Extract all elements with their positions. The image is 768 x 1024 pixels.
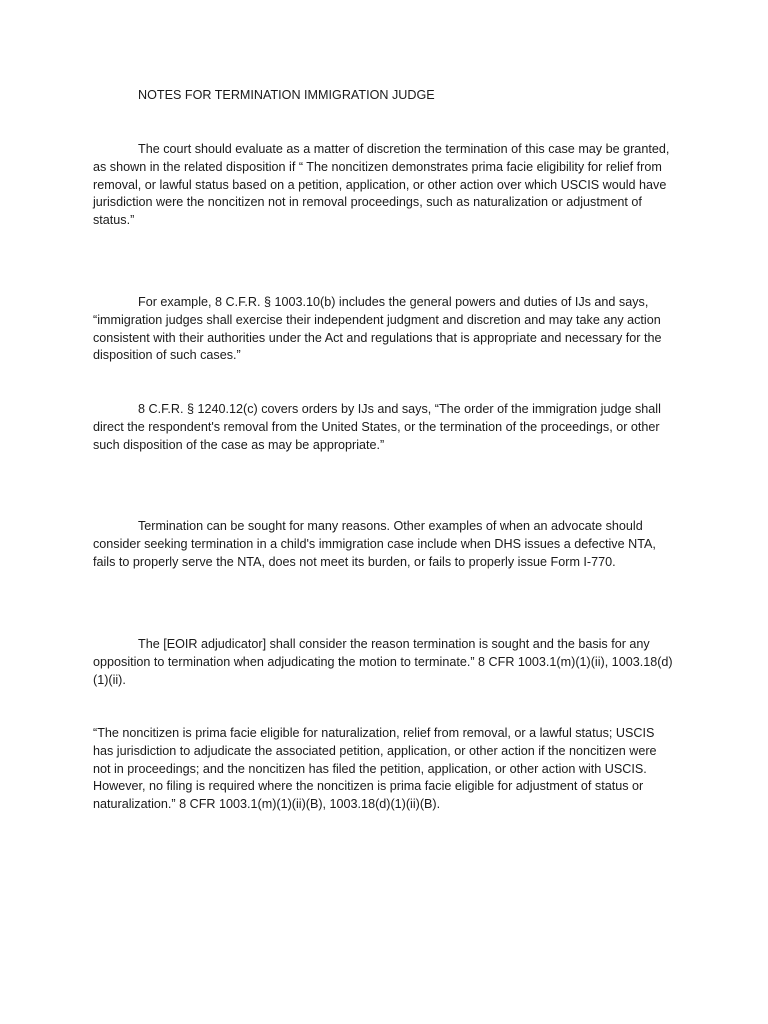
paragraph-discretion: The court should evaluate as a matter of discretion the termination of this case may be granted, as shown in the related disposition if “ The noncitizen demonstrates prima facie eligibility for relief from removal, or lawful status based on a petition, application, or other action over which USCIS would have jurisdiction were the noncitizen not in removal proceedings, such as naturalization or adjustment of status.” [93, 142, 670, 228]
paragraph-1003-10b: For example, 8 C.F.R. § 1003.10(b) includes the general powers and duties of IJs and says, “immigration judges shall exercise their independent judgment and discretion and may take any action consistent with their authorities under the Act and regulations that is appropriate and necessary for the disposition of such cases.” [93, 295, 662, 363]
paragraph-eoir-adjudicator: The [EOIR adjudicator] shall consider the reason termination is sought and the basis for any opposition to termination when adjudicating the motion to terminate.” 8 CFR 1003.1(m)(1)(ii), 1003.18(d)(1)(ii). [93, 637, 673, 687]
paragraph-1240-12c: 8 C.F.R. § 1240.12(c) covers orders by IJs and says, “The order of the immigration judge shall direct the respondent's removal from the United States, or the termination of the proceedings, or other such disposition of the case as may be appropriate.” [93, 402, 661, 452]
document-title: NOTES FOR TERMINATION IMMIGRATION JUDGE [138, 88, 435, 102]
paragraph-prima-facie: “The noncitizen is prima facie eligible for naturalization, relief from removal, or a lawful status; USCIS has jurisdiction to adjudicate the associated petition, application, or other action if the noncitizen were not in proceedings; and the noncitizen has filed the petition, application, or other action with USCIS. However, no filing is required where the noncitizen is prima facie eligible for adjustment of status or naturalization.” 8 CFR 1003.1(m)(1)(ii)(B), 1003.18(d)(1)(ii)(B). [93, 726, 657, 812]
paragraph-termination-reasons: Termination can be sought for many reasons. Other examples of when an advocate should consider seeking termination in a child's immigration case include when DHS issues a defective NTA, fails to properly serve the NTA, does not meet its burden, or fails to properly issue Form I-770. [93, 519, 656, 569]
